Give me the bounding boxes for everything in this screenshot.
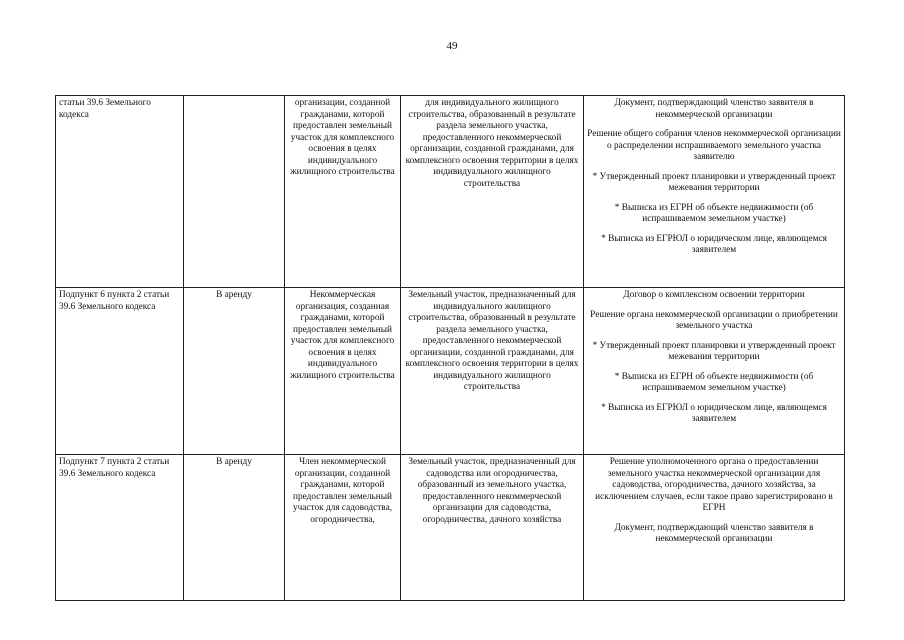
page-number: 49 — [446, 40, 458, 52]
parcel-cell: Земельный участок, предназначенный для индивидуального жилищного строительства, образованный в результате раздела земельного участка, предоставленного некоммерческой организации, созданной гражданами, для комплексного освоения территории в целях индивидуального жилищного строительства — [401, 288, 584, 455]
applicant-cell: Некоммерческая организация, созданная гражданами, которой предоставлен земельный участок для комплексного освоения в целях индивидуального жилищного строительства — [285, 288, 401, 455]
right-type-cell: В аренду — [184, 288, 285, 455]
right-type-cell — [184, 96, 285, 288]
legal-basis-cell: Подпункт 6 пункта 2 статьи 39.6 Земельного кодекса — [56, 288, 184, 455]
documents-cell — [584, 288, 845, 455]
table-row — [56, 455, 845, 601]
document-item: Решение органа некоммерческой организации о приобретении земельного участка — [590, 309, 838, 331]
documents-cell — [584, 96, 845, 288]
document-item: Документ, подтверждающий членство заявителя в некоммерческой организации — [614, 98, 814, 120]
document-item: * Утвержденный проект планировки и утвержденный проект межевания территории — [592, 171, 836, 193]
document-table — [55, 95, 845, 601]
applicant-cell: Член некоммерческой организации, созданной гражданами, которой предоставлен земельный участок для садоводства, огородничества, — [285, 455, 401, 601]
document-item: * Выписка из ЕГРЮЛ о юридическом лице, являющемся заявителем — [601, 233, 827, 255]
document-item: * Выписка из ЕГРН об объекте недвижимости (об испрашиваемом земельном участке) — [614, 371, 814, 393]
document-item: Договор о комплексном освоении территории — [623, 290, 805, 300]
parcel-cell: для индивидуального жилищного строительства, образованный в результате раздела земельного участка, предоставленного некоммерческой организации, созданной гражданами, для комплексного освоения территории в целях индивидуального жилищного строительства — [401, 96, 584, 288]
document-item: * Выписка из ЕГРЮЛ о юридическом лице, являющемся заявителем — [601, 402, 827, 424]
document-item: Решение общего собрания членов некоммерческой организации о распределении испрашиваемого земельного участка заявителю — [587, 129, 841, 162]
applicant-cell: организации, созданной гражданами, которой предоставлен земельный участок для комплексного освоения в целях индивидуального жилищного строительства — [285, 96, 401, 288]
document-item: Документ, подтверждающий членство заявителя в некоммерческой организации — [614, 522, 814, 544]
parcel-cell: Земельный участок, предназначенный для садоводства или огородничества, образованный из земельного участка, предоставленного некоммерческой организации для садоводства, огородничества, дачного хозяйства — [401, 455, 584, 601]
table-row — [56, 96, 845, 288]
right-type-cell: В аренду — [184, 455, 285, 601]
document-item: * Выписка из ЕГРН об объекте недвижимости (об испрашиваемом земельном участке) — [614, 202, 814, 224]
document-item: * Утвержденный проект планировки и утвержденный проект межевания территории — [592, 340, 836, 362]
documents-cell — [584, 455, 845, 601]
legal-basis-cell: Подпункт 7 пункта 2 статьи 39.6 Земельного кодекса — [56, 455, 184, 601]
table-row — [56, 288, 845, 455]
document-item: Решение уполномоченного органа о предоставлении земельного участка некоммерческой организации для садоводства, огородничества, дачного хозяйства, за исключением случаев, если такое право зарегистрировано в ЕГРН — [595, 457, 833, 513]
legal-basis-cell: статьи 39.6 Земельного кодекса — [56, 96, 184, 288]
